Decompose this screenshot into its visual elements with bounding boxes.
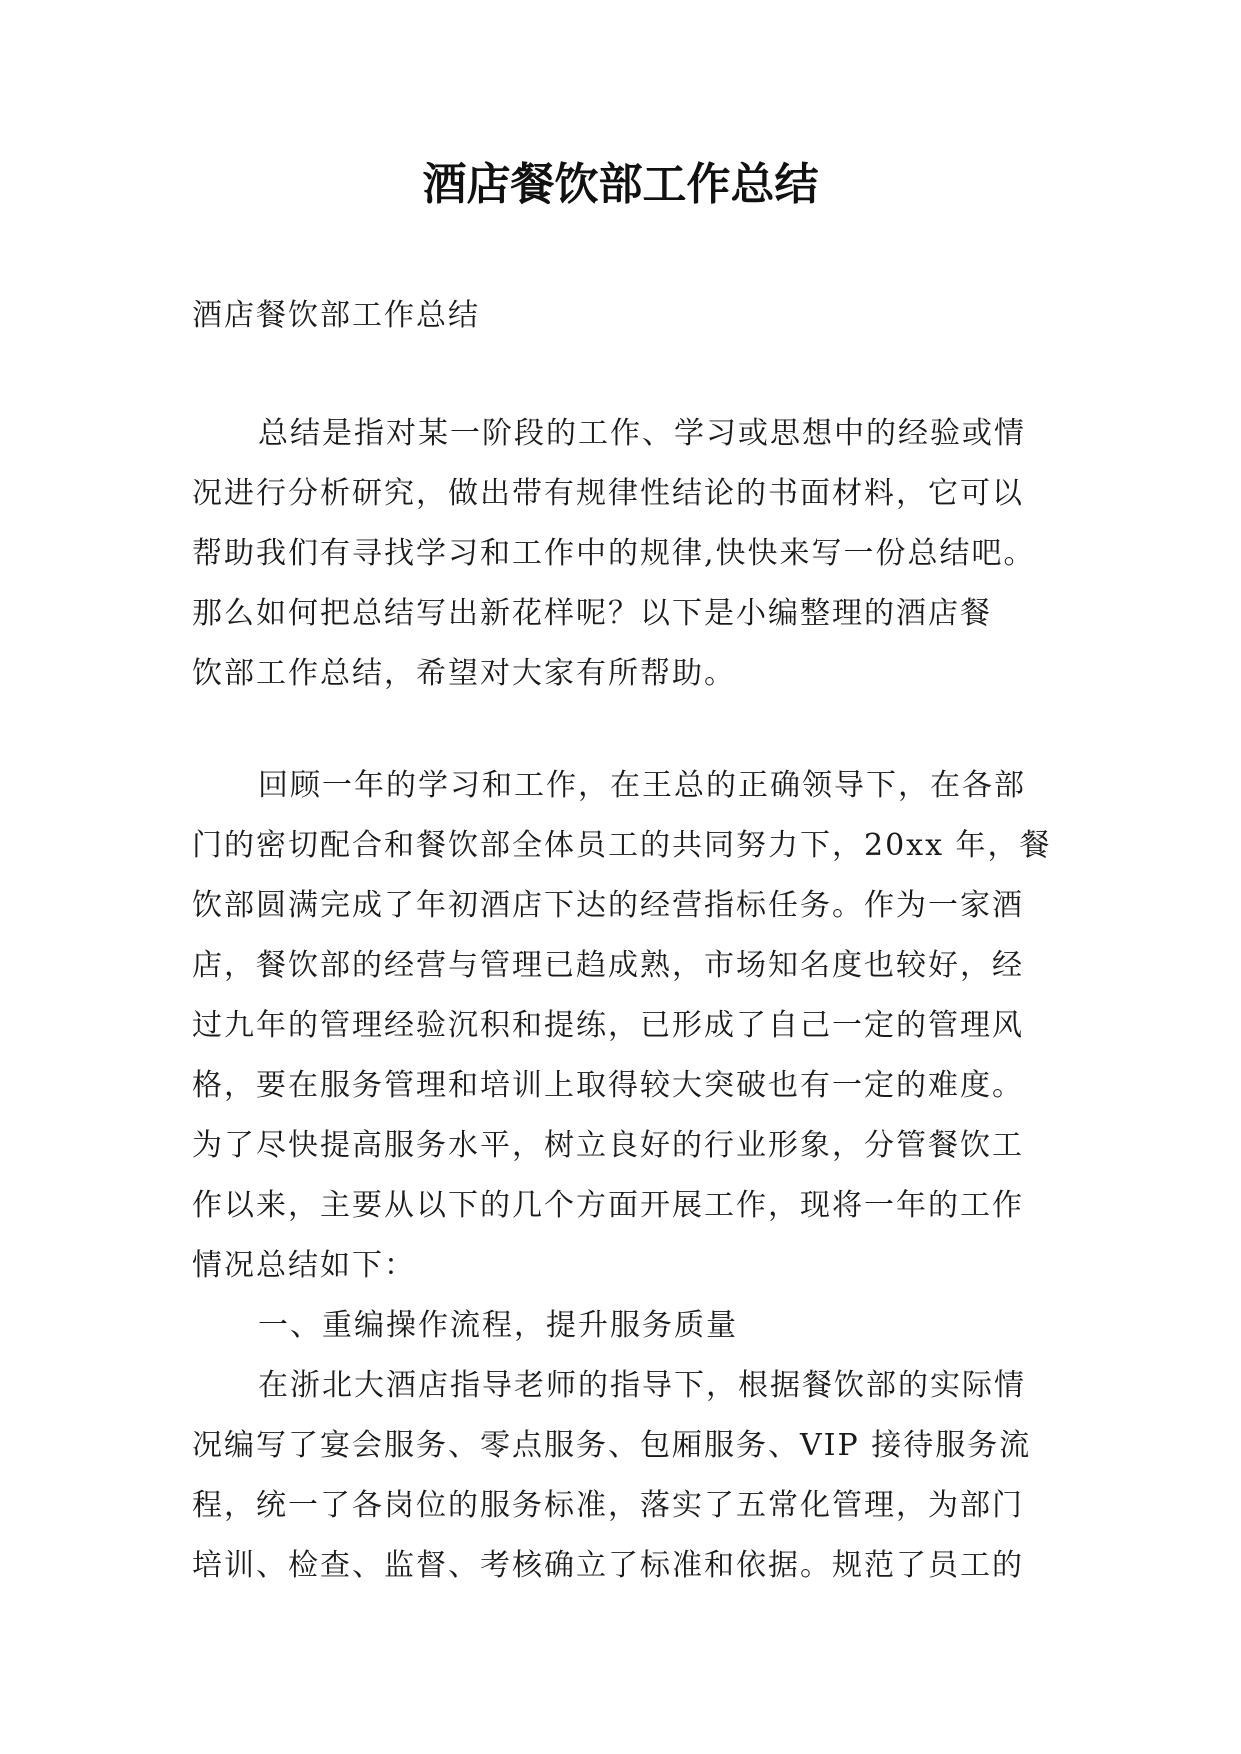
page-title: 酒店餐饮部工作总结 <box>422 159 819 210</box>
paragraph-line: 过九年的管理经验沉积和提练，已形成了自己一定的管理风 <box>192 1008 1024 1043</box>
paragraph-line: 况进行分析研究，做出带有规律性结论的书面材料，它可以 <box>192 476 1024 511</box>
paragraph-line: 那么如何把总结写出新花样呢？以下是小编整理的酒店餐 <box>192 596 992 631</box>
paragraph-line: 饮部圆满完成了年初酒店下达的经营指标任务。作为一家酒 <box>192 888 1024 923</box>
paragraph-line: 况编写了宴会服务、零点服务、包厢服务、VIP 接待服务流 <box>192 1428 1032 1463</box>
body-paragraph <box>192 756 1052 1596</box>
document-subtitle: 酒店餐饮部工作总结 <box>192 298 480 333</box>
paragraph-line: 帮助我们有寻找学习和工作中的规律,快快来写一份总结吧。 <box>192 536 1036 571</box>
paragraph-line: 程，统一了各岗位的服务标准，落实了五常化管理，为部门 <box>192 1488 1024 1523</box>
paragraph-line: 培训、检查、监督、考核确立了标准和依据。规范了员工的 <box>192 1548 1024 1583</box>
paragraph-line: 总结是指对某一阶段的工作、学习或思想中的经验或情 <box>258 416 1026 451</box>
intro-paragraph <box>192 404 1052 704</box>
paragraph-line: 回顾一年的学习和工作，在王总的正确领导下，在各部 <box>258 768 1026 803</box>
paragraph-line: 为了尽快提高服务水平，树立良好的行业形象，分管餐饮工 <box>192 1128 1024 1163</box>
section-heading: 一、重编操作流程，提升服务质量 <box>258 1308 738 1343</box>
paragraph-line: 门的密切配合和餐饮部全体员工的共同努力下，20xx 年，餐 <box>192 828 1052 863</box>
paragraph-line: 作以来，主要从以下的几个方面开展工作，现将一年的工作 <box>192 1188 1024 1223</box>
paragraph-line: 情况总结如下： <box>192 1248 416 1283</box>
paragraph-line: 店，餐饮部的经营与管理已趋成熟，市场知名度也较好，经 <box>192 948 1024 983</box>
paragraph-line: 饮部工作总结，希望对大家有所帮助。 <box>192 656 736 691</box>
paragraph-line: 在浙北大酒店指导老师的指导下，根据餐饮部的实际情 <box>258 1368 1026 1403</box>
document-subtitle-block <box>192 286 1052 346</box>
paragraph-line: 格，要在服务管理和培训上取得较大突破也有一定的难度。 <box>192 1068 1024 1103</box>
